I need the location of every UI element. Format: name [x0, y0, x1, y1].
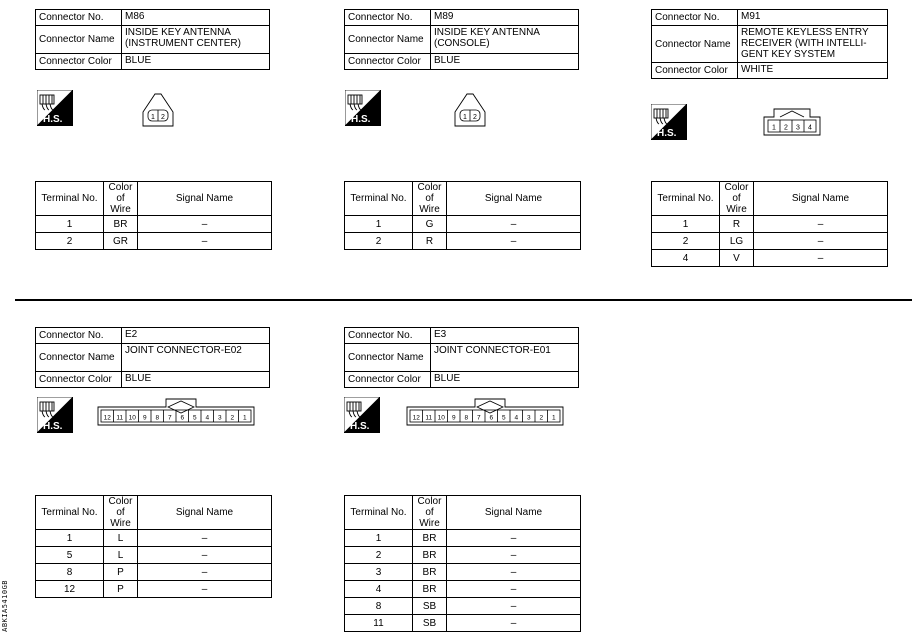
terminal-number: 1 — [36, 216, 104, 233]
connector-number-value: M91 — [738, 10, 888, 26]
terminal-no-header: Terminal No. — [345, 496, 413, 530]
terminal-row — [345, 233, 581, 250]
pin-number: 7 — [167, 414, 172, 422]
wire-color: V — [720, 250, 754, 267]
wire-color: R — [413, 233, 447, 250]
connector-info-table-e2 — [35, 327, 270, 388]
connector-color-value: WHITE — [738, 63, 888, 79]
connector-name-label: Connector Name — [345, 344, 431, 372]
connector-number-label: Connector No. — [652, 10, 738, 26]
terminal-row — [345, 564, 581, 581]
terminal-table-e2 — [35, 495, 272, 598]
connector-name-label: Connector Name — [652, 26, 738, 63]
signal-name: – — [138, 564, 272, 581]
terminal-row — [36, 547, 272, 564]
connector-name-value: JOINT CONNECTOR-E02 — [122, 344, 270, 372]
pin-number: 1 — [463, 114, 467, 121]
terminal-number: 4 — [345, 581, 413, 598]
harness-side-icon — [651, 104, 687, 140]
hs-label: H.S. — [43, 114, 63, 125]
harness-side-icon — [345, 90, 381, 126]
terminal-row — [652, 250, 888, 267]
connector-name-label: Connector Name — [36, 344, 122, 372]
connector-info-table-m86 — [35, 9, 270, 70]
signal-name: – — [447, 615, 581, 632]
figure-code: ABKIA5410GB — [1, 580, 9, 632]
signal-name: – — [138, 233, 272, 250]
signal-name: – — [447, 530, 581, 547]
pin-number: 1 — [772, 124, 776, 132]
pin-number: 11 — [425, 414, 433, 422]
terminal-no-header: Terminal No. — [345, 182, 413, 216]
terminal-table-header — [36, 182, 272, 216]
wire-color: GR — [104, 233, 138, 250]
terminal-row — [345, 598, 581, 615]
connector-number-value: E3 — [431, 328, 579, 344]
wire-color: SB — [413, 598, 447, 615]
terminal-table-e3 — [344, 495, 581, 632]
pin-number: 8 — [155, 414, 160, 422]
signal-name: – — [447, 216, 581, 233]
pin-number: 6 — [489, 414, 494, 422]
signal-name: – — [447, 547, 581, 564]
wire-color: P — [104, 581, 138, 598]
terminal-row — [36, 581, 272, 598]
wire-color: BR — [413, 564, 447, 581]
pin-number: 3 — [796, 124, 800, 132]
connector-number-label: Connector No. — [36, 328, 122, 344]
signal-name: – — [754, 216, 888, 233]
connector-name-value: INSIDE KEY ANTENNA (CONSOLE) — [431, 26, 579, 54]
signal-name: – — [138, 581, 272, 598]
connector-name-row — [345, 26, 579, 54]
signal-name-header: Signal Name — [138, 182, 272, 216]
connector-number-row — [652, 10, 888, 26]
pin-number: 1 — [551, 414, 556, 422]
signal-name: – — [138, 530, 272, 547]
wire-color: G — [413, 216, 447, 233]
pin-number: 1 — [151, 114, 155, 121]
hs-label: H.S. — [43, 421, 63, 432]
terminal-number: 11 — [345, 615, 413, 632]
connector-face-m86 — [140, 90, 176, 131]
pin-number: 5 — [192, 414, 197, 422]
signal-name: – — [138, 547, 272, 564]
connector-number-value: M89 — [431, 10, 579, 26]
wire-color: BR — [413, 581, 447, 598]
connector-color-value: BLUE — [431, 372, 579, 388]
terminal-row — [345, 615, 581, 632]
terminal-row — [345, 547, 581, 564]
terminal-number: 5 — [36, 547, 104, 564]
harness-side-icon — [37, 397, 73, 433]
signal-name: – — [447, 564, 581, 581]
wire-color: BR — [413, 530, 447, 547]
connector-info-table-e3 — [344, 327, 579, 388]
terminal-number: 2 — [345, 233, 413, 250]
pin-number: 6 — [180, 414, 185, 422]
connector-name-value: INSIDE KEY ANTENNA (INSTRUMENT CENTER) — [122, 26, 270, 54]
terminal-no-header: Terminal No. — [652, 182, 720, 216]
hs-label: H.S. — [350, 421, 370, 432]
connector-number-row — [36, 10, 270, 26]
connector-number-row — [36, 328, 270, 344]
terminal-table-header — [652, 182, 888, 216]
wire-color: SB — [413, 615, 447, 632]
terminal-row — [36, 216, 272, 233]
terminal-number: 2 — [345, 547, 413, 564]
harness-side-icon — [37, 90, 73, 126]
pin-number: 2 — [539, 414, 544, 422]
connector-name-row — [345, 344, 579, 372]
pin-number: 2 — [161, 114, 165, 121]
connector-number-value: E2 — [122, 328, 270, 344]
pin-number: 2 — [473, 114, 477, 121]
connector-name-row — [36, 344, 270, 372]
signal-name: – — [447, 581, 581, 598]
connector-number-label: Connector No. — [345, 10, 431, 26]
wire-color: R — [720, 216, 754, 233]
connector-name-label: Connector Name — [345, 26, 431, 54]
color-of-wire-header: Color of Wire — [720, 182, 754, 216]
terminal-table-header — [345, 496, 581, 530]
terminal-number: 8 — [36, 564, 104, 581]
connector-face-m91 — [762, 107, 822, 140]
pin-number: 10 — [437, 414, 445, 422]
pin-number: 1 — [242, 414, 247, 422]
terminal-number: 4 — [652, 250, 720, 267]
pin-number: 2 — [784, 124, 788, 132]
terminal-number: 2 — [652, 233, 720, 250]
pin-number: 9 — [142, 414, 147, 422]
wire-color: L — [104, 530, 138, 547]
terminal-no-header: Terminal No. — [36, 182, 104, 216]
wire-color: P — [104, 564, 138, 581]
connector-name-value: REMOTE KEYLESS ENTRY RECEIVER (WITH INTELLI- GENT KEY SYSTEM — [738, 26, 888, 63]
connector-color-row — [36, 372, 270, 388]
terminal-number: 8 — [345, 598, 413, 615]
terminal-number: 1 — [652, 216, 720, 233]
pin-number: 12 — [412, 414, 420, 422]
terminal-table-m86 — [35, 181, 272, 250]
connector-number-row — [345, 10, 579, 26]
connector-info-table-m91 — [651, 9, 888, 79]
connector-number-row — [345, 328, 579, 344]
hs-label: H.S. — [351, 114, 371, 125]
connector-color-row — [652, 63, 888, 79]
pin-number: 12 — [103, 414, 111, 422]
pin-number: 8 — [464, 414, 469, 422]
signal-name: – — [138, 216, 272, 233]
pin-number: 9 — [451, 414, 456, 422]
signal-name: – — [447, 233, 581, 250]
connector-color-label: Connector Color — [345, 372, 431, 388]
connector-color-row — [345, 54, 579, 70]
connector-face-e3 — [405, 397, 565, 430]
wire-color: LG — [720, 233, 754, 250]
signal-name: – — [754, 233, 888, 250]
connector-color-value: BLUE — [431, 54, 579, 70]
color-of-wire-header: Color of Wire — [413, 496, 447, 530]
pin-number: 7 — [476, 414, 481, 422]
wire-color: BR — [104, 216, 138, 233]
hs-label: H.S. — [657, 128, 677, 139]
wire-color: BR — [413, 547, 447, 564]
harness-side-icon — [344, 397, 380, 433]
terminal-row — [36, 564, 272, 581]
connector-color-value: BLUE — [122, 54, 270, 70]
section-divider — [15, 299, 912, 301]
connector-color-row — [36, 54, 270, 70]
terminal-row — [652, 233, 888, 250]
terminal-number: 2 — [36, 233, 104, 250]
color-of-wire-header: Color of Wire — [413, 182, 447, 216]
terminal-row — [36, 530, 272, 547]
connector-color-value: BLUE — [122, 372, 270, 388]
terminal-table-m89 — [344, 181, 581, 250]
signal-name-header: Signal Name — [138, 496, 272, 530]
connector-name-row — [652, 26, 888, 63]
connector-color-label: Connector Color — [36, 54, 122, 70]
connector-color-label: Connector Color — [652, 63, 738, 79]
pin-number: 11 — [116, 414, 124, 422]
connector-name-row — [36, 26, 270, 54]
pin-number: 4 — [514, 414, 519, 422]
pin-number: 10 — [128, 414, 136, 422]
connector-number-label: Connector No. — [36, 10, 122, 26]
connector-number-label: Connector No. — [345, 328, 431, 344]
terminal-table-header — [345, 182, 581, 216]
connector-face-e2 — [96, 397, 256, 430]
wire-color: L — [104, 547, 138, 564]
signal-name-header: Signal Name — [447, 496, 581, 530]
pin-number: 2 — [230, 414, 235, 422]
color-of-wire-header: Color of Wire — [104, 496, 138, 530]
terminal-row — [345, 581, 581, 598]
terminal-number: 3 — [345, 564, 413, 581]
pin-number: 5 — [501, 414, 506, 422]
terminal-row — [345, 530, 581, 547]
connector-name-value: JOINT CONNECTOR-E01 — [431, 344, 579, 372]
terminal-table-m91 — [651, 181, 888, 267]
terminal-number: 1 — [36, 530, 104, 547]
terminal-number: 1 — [345, 530, 413, 547]
pin-number: 3 — [526, 414, 531, 422]
connector-face-m89 — [452, 90, 488, 131]
connector-color-row — [345, 372, 579, 388]
signal-name: – — [754, 250, 888, 267]
connector-color-label: Connector Color — [36, 372, 122, 388]
terminal-row — [652, 216, 888, 233]
signal-name: – — [447, 598, 581, 615]
pin-number: 3 — [217, 414, 222, 422]
connector-number-value: M86 — [122, 10, 270, 26]
terminal-row — [345, 216, 581, 233]
terminal-no-header: Terminal No. — [36, 496, 104, 530]
pin-number: 4 — [808, 124, 812, 132]
signal-name-header: Signal Name — [447, 182, 581, 216]
connector-color-label: Connector Color — [345, 54, 431, 70]
connector-info-table-m89 — [344, 9, 579, 70]
connector-name-label: Connector Name — [36, 26, 122, 54]
terminal-row — [36, 233, 272, 250]
color-of-wire-header: Color of Wire — [104, 182, 138, 216]
terminal-table-header — [36, 496, 272, 530]
terminal-number: 12 — [36, 581, 104, 598]
terminal-number: 1 — [345, 216, 413, 233]
pin-number: 4 — [205, 414, 210, 422]
signal-name-header: Signal Name — [754, 182, 888, 216]
